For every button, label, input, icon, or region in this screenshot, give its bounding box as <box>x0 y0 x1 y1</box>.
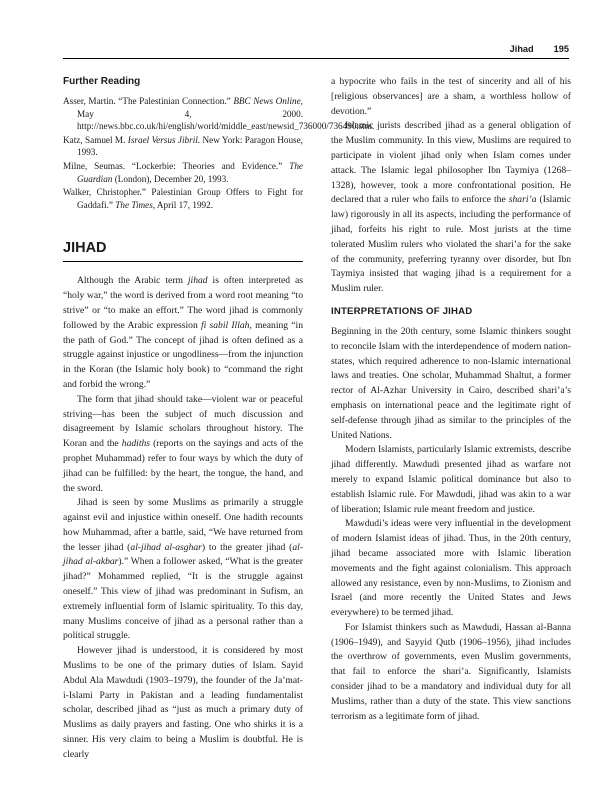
italic-text: hadiths <box>121 438 151 450</box>
reference-item <box>63 186 303 211</box>
entry-title-rule <box>63 261 303 262</box>
entry-title: JIHAD <box>63 240 107 257</box>
text-run: (Islamic law) rigorously in all its aspects, including the performance of jihad, forfeits his right to rule. Most jurists at the time tolerated Muslim rulers who violated the shari’a for the sake of the community, preferring tyranny over disorder, but Ibn Taymiya insisted that waging jihad is a requirement for a Muslim ruler. <box>331 194 571 295</box>
body-paragraph <box>331 325 571 443</box>
body-paragraph <box>63 496 303 644</box>
reference-item <box>63 95 375 133</box>
italic-text: al-jihad al-asghar <box>130 541 202 553</box>
italic-text: BBC News Online, <box>233 96 303 106</box>
body-paragraph <box>331 621 571 725</box>
text-run: Milne, Seumas. “Lockerbie: Theories and Evidence.” <box>63 160 290 171</box>
text-run: a hypocrite who fails in the test of sincerity and all of his [religious observances] are a sham, a worthless hollow of devotion.” <box>331 76 571 117</box>
italic-text: fi sabil Illah <box>200 319 250 331</box>
body-paragraph <box>331 75 571 119</box>
body-paragraph <box>331 517 571 621</box>
text-run: Beginning in the 20th century, some Islamic thinkers sought to reconcile Islam with the interdependence of modern nation-states, which required adherence to non-Islamic international laws and treaties. One scholar, Muhammad Shaltut, a former rector of Al-Azhar University in Cairo, described shari’a’s emphasis on international peace and the legitimate right of self-defense through jihad as similar to the principles of the United Nations. <box>331 325 571 441</box>
text-run: For Islamist thinkers such as Mawdudi, Hassan al-Banna (1906–1949), and Sayyid Qutb (1906–1956), jihad includes the overthrow of governments, even Muslim governments, that fail to enforce the shari’a. Significantly, Islamists consider jihad to be a mandatory and individual duty for all Muslims, rather than a duty of the state. This view sanctions terrorism as a legitimate form of jihad. <box>331 621 571 722</box>
page-number: 195 <box>553 44 569 54</box>
text-run: ).” When a follower asked, “What is the greater jihad?” Mohammed replied, “It is the struggle against oneself.” This view of jihad was predominant in Sufism, an extremely influential form of Islamic spirituality. To this day, many Muslims conceive of jihad as a personal rather than a political struggle. <box>63 556 303 642</box>
running-head <box>63 43 569 55</box>
text-run: However jihad is understood, it is considered by most Muslims to be one of the primary duties of Islam. Sayid Abdul Ala Mawdudi (1903–1979), the founder of the Ja’mat-i-Islami Party in Pakistan and a leading fundamentalist scholar, described jihad as “just as much a primary duty of Muslims as daily prayers and fasting. One who shirks it is a sinner. His very claim to being a Muslim is doubtful. He is clearly <box>63 645 303 760</box>
right-column <box>331 75 571 724</box>
italic-text: al-jihad al-akbar <box>63 541 304 568</box>
italic-text: Israel Versus Jibril. <box>127 134 201 145</box>
italic-text: The Times <box>115 199 153 210</box>
text-run: (London), December 20, 1993. <box>112 173 229 184</box>
italic-text: jihad <box>187 275 208 287</box>
text-run: , April 17, 1992. <box>152 199 214 210</box>
header-rule <box>63 58 569 59</box>
text-run: Walker, Christopher.” Palestinian Group Offers to Fight for Gaddafi.” <box>63 187 303 210</box>
interpretations-heading: INTERPRETATIONS OF JIHAD <box>331 305 473 317</box>
text-run: The form that jihad should take—violent war or peaceful striving—has been the subject of much discussion and disagreement by Islamic scholars throughout history. The Koran and the <box>63 393 303 450</box>
left-column <box>63 75 375 763</box>
reference-list <box>63 95 375 211</box>
body-paragraph <box>63 393 303 497</box>
text-run: Katz, Samuel M. <box>63 134 128 145</box>
text-run: May 4, 2000. http://news.bbc.co.uk/hi/english/world/middle_east/newsid_736000/736490.stm. <box>77 108 375 132</box>
italic-text: The Guardian <box>77 160 303 184</box>
text-run: is often interpreted as “holy war,” the word is derived from a word root meaning “to strive” or “to make an effort.” The word jihad is commonly followed by the Arabic expression <box>63 275 303 331</box>
text-run: (reports on the sayings and acts of the prophet Muhammad) refer to four ways by which the duty of jihad can be fulfilled: by the heart, the tongue, the hand, and the sword. <box>63 438 303 494</box>
further-reading-heading: Further Reading <box>63 76 141 87</box>
text-run: Mawdudi’s ideas were very influential in the development of modern Islamist ideas of jihad. Thus, in the 20th century, jihad became associated more with Islamic liberation movements and the fight against colonialism. This approach allowed any resistance, even by non-Muslims, to Zionism and Israel (and more recently the United States and Jews everywhere) to be termed jihad. <box>331 518 571 619</box>
body-paragraph <box>63 274 303 392</box>
body-paragraph <box>331 119 571 297</box>
body-paragraph <box>63 644 303 762</box>
text-run: Although the Arabic term <box>77 275 188 287</box>
text-run: Modern Islamists, particularly Islamic extremists, describe jihad differently. Mawdudi presented jihad as warfare not merely to expand Islamic political dominance but also to establish Islamic rule. For Mawdudi, jihad was akin to a war of liberation; Islamic rule meant freedom and justice. <box>331 444 571 515</box>
reference-item <box>63 134 303 159</box>
text-run: , meaning “in the path of God.” The concept of jihad is often defined as a struggle against injustice or ungodliness—from the injunction in the Koran (the Islamic holy book) to “command the right and forbid the wrong.” <box>63 319 304 390</box>
text-run: New York: Paragon House, 1993. <box>77 134 303 158</box>
running-head-title: Jihad <box>509 44 534 54</box>
italic-text: shari’a <box>508 194 537 206</box>
body-paragraph <box>331 443 571 517</box>
text-run: Jihad is seen by some Muslims as primarily a struggle against evil and injustice within oneself. One hadith recounts how Muhammad, after a battle, said, “We have returned from the lesser jihad ( <box>63 497 303 553</box>
text-run: Asser, Martin. “The Palestinian Connection.” <box>63 96 234 106</box>
text-run: Islamic jurists described jihad as a general obligation of the Muslim community. In this view, Muslims are required to participate in violent jihad only when Islam comes under attack. The Islamic legal philosopher Ibn Taymiya (1268–1328), however, took a more confrontational position. He declared that a ruler who fails to enforce the <box>331 120 571 206</box>
reference-item <box>63 160 303 185</box>
text-run: ) to the greater jihad ( <box>201 541 293 553</box>
